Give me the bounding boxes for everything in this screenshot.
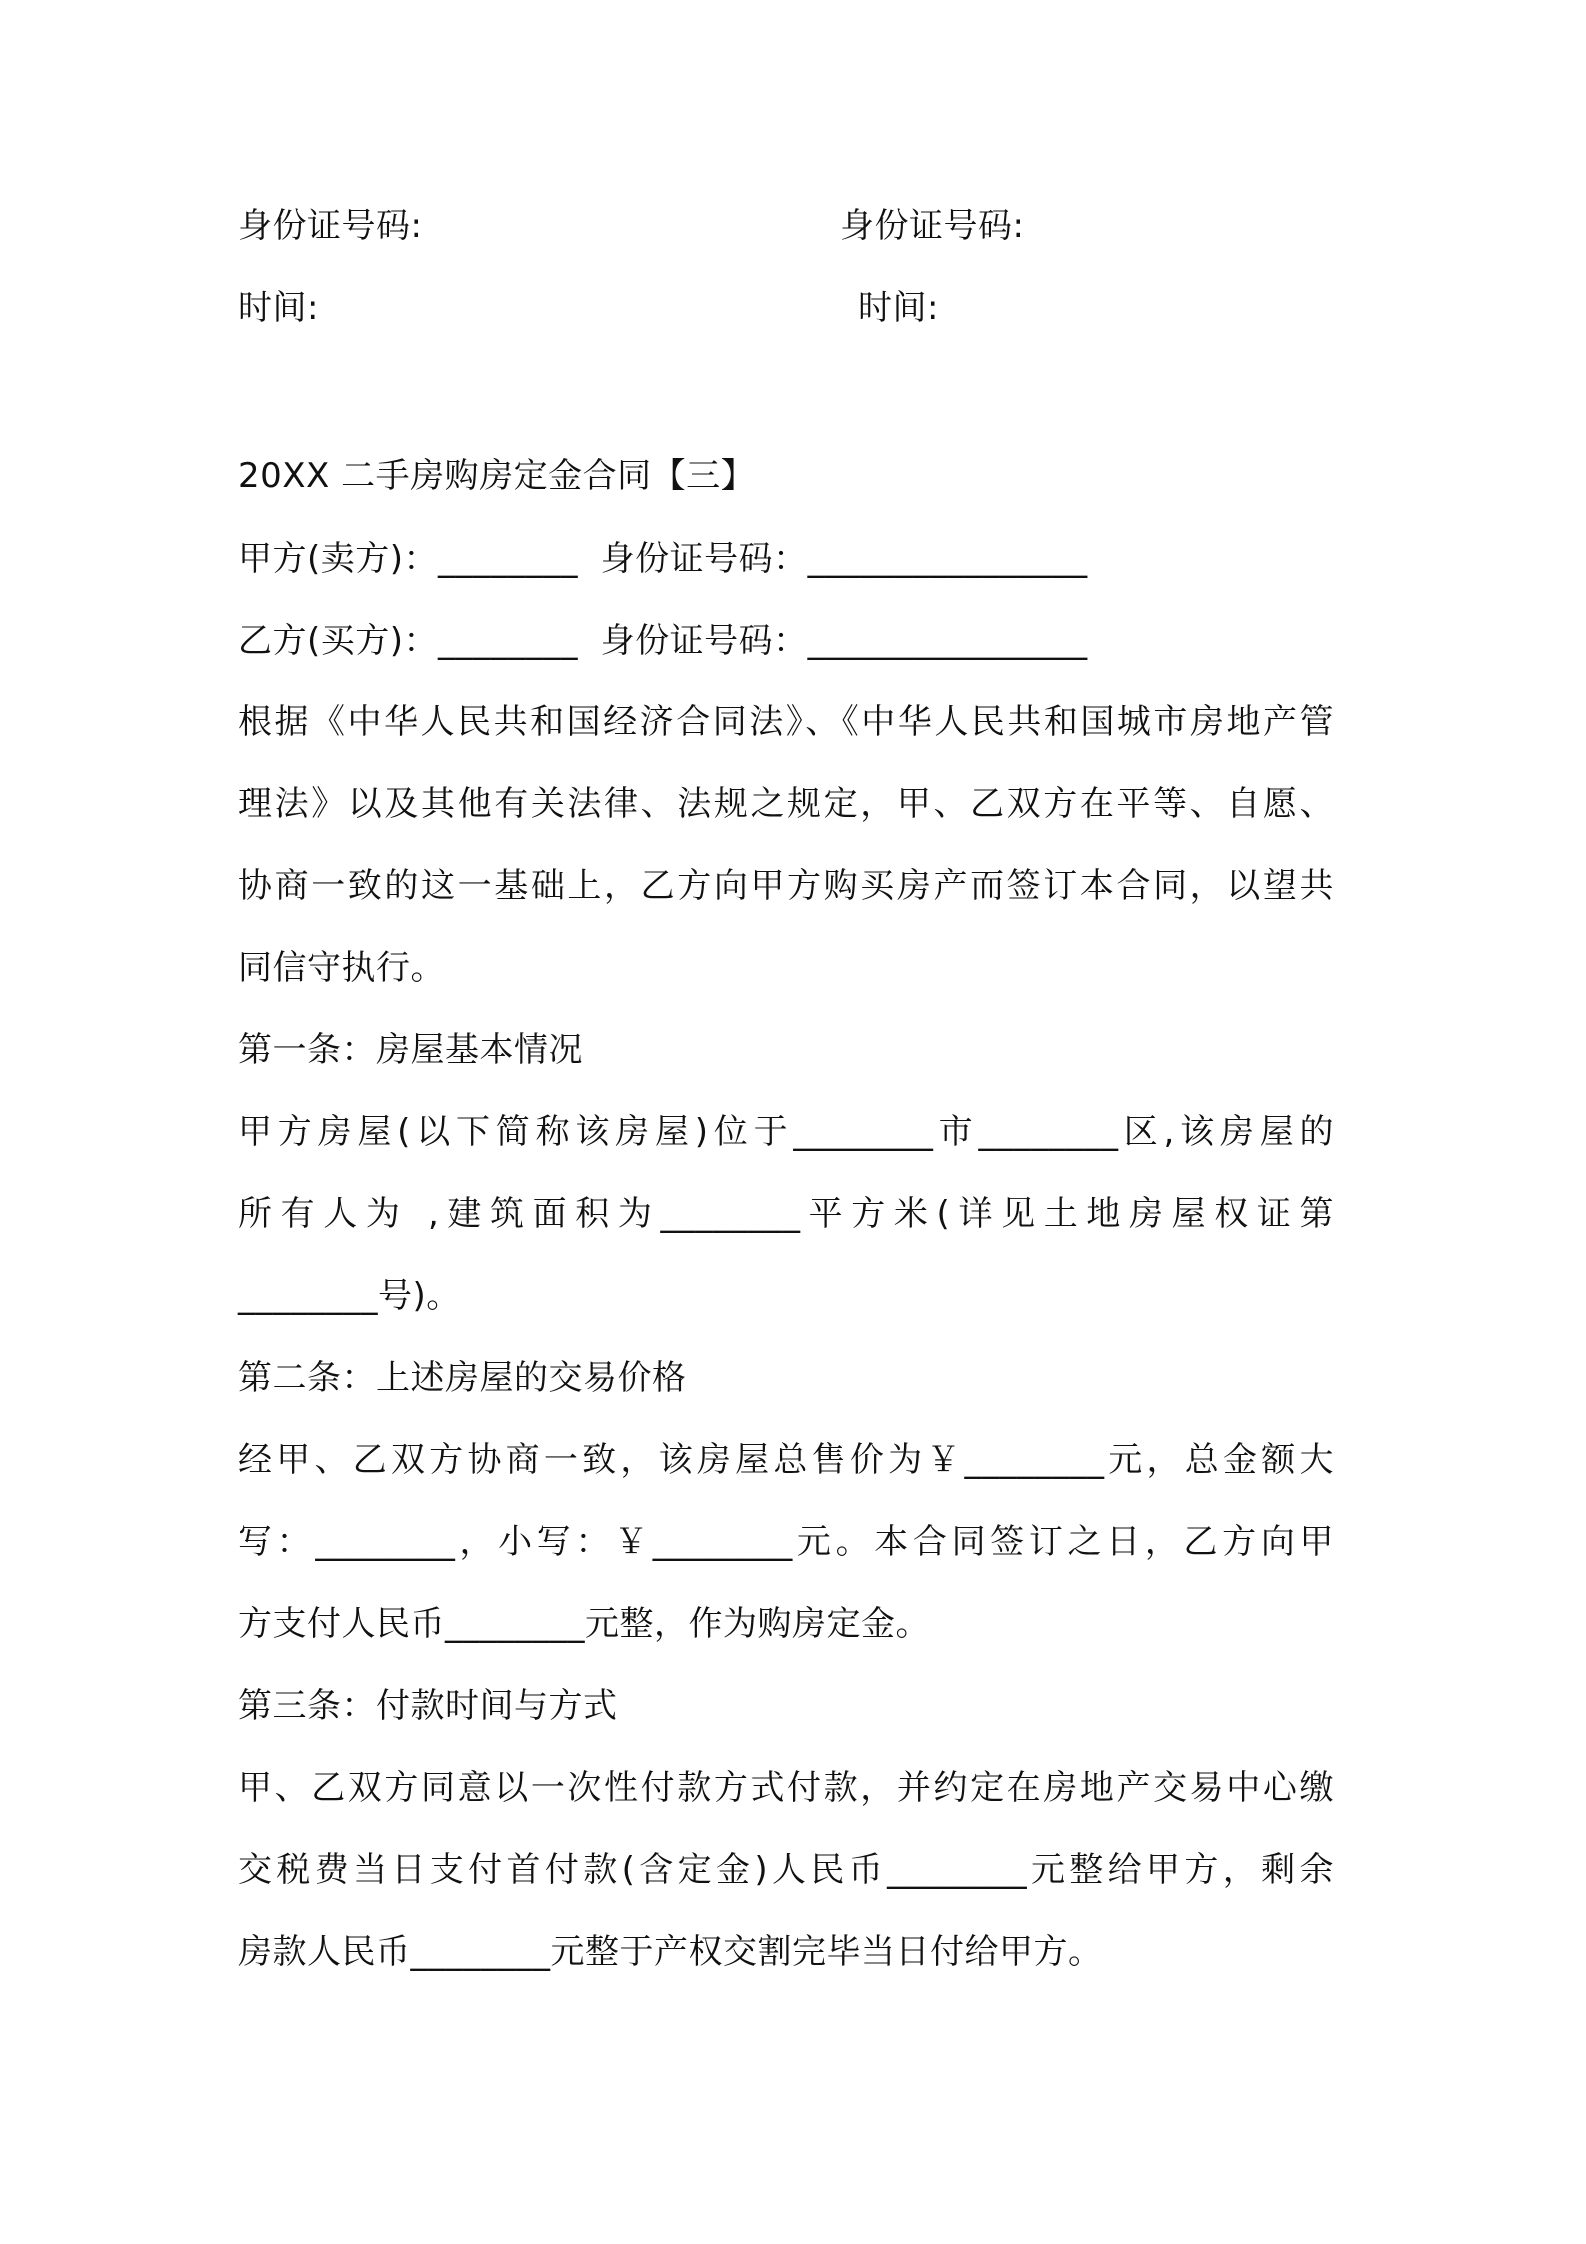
article3-line: 甲、乙双方同意以一次性付款方式付款，并约定在房地产交易中心缴 [238,1768,1334,1808]
article3-line: 房款人民币________元整于产权交割完毕当日付给甲方。 [238,1932,1103,1972]
article1-heading: 第一条：房屋基本情况 [238,1030,583,1070]
preamble-line: 理法》以及其他有关法律、法规之规定，甲、乙双方在平等、自愿、 [238,784,1334,824]
article3-heading: 第三条：付款时间与方式 [238,1686,618,1726]
article2-line: 写：________，小写：￥________元。本合同签订之日，乙方向甲 [238,1522,1334,1562]
left-time-label: 时间: [238,288,319,328]
preamble-line: 根据《中华人民共和国经济合同法》、《中华人民共和国城市房地产管 [238,702,1334,742]
contract-title: 20XX 二手房购房定金合同【三】 [238,456,756,496]
preamble-line: 同信守执行。 [238,948,445,988]
article2-heading: 第二条：上述房屋的交易价格 [238,1358,687,1398]
party-a-line: 甲方(卖方)：________ 身份证号码：________________ [238,539,1088,579]
party-b-line: 乙方(买方)：________ 身份证号码：________________ [238,621,1088,661]
preamble-line: 协商一致的这一基础上，乙方向甲方购买房产而签订本合同，以望共 [238,866,1334,906]
article1-line: ________号)。 [238,1276,461,1316]
right-time-label: 时间: [858,288,939,328]
article1-line: 甲方房屋(以下简称该房屋)位于________市________区,该房屋的 [238,1112,1334,1152]
left-id-label: 身份证号码: [238,206,423,246]
article2-line: 方支付人民币________元整，作为购房定金。 [238,1604,930,1644]
article1-line: 所有人为 ,建筑面积为________平方米(详见土地房屋权证第 [238,1194,1334,1234]
right-id-label: 身份证号码: [840,206,1025,246]
article3-line: 交税费当日支付首付款(含定金)人民币________元整给甲方，剩余 [238,1850,1334,1890]
article2-line: 经甲、乙双方协商一致，该房屋总售价为￥________元，总金额大 [238,1440,1334,1480]
